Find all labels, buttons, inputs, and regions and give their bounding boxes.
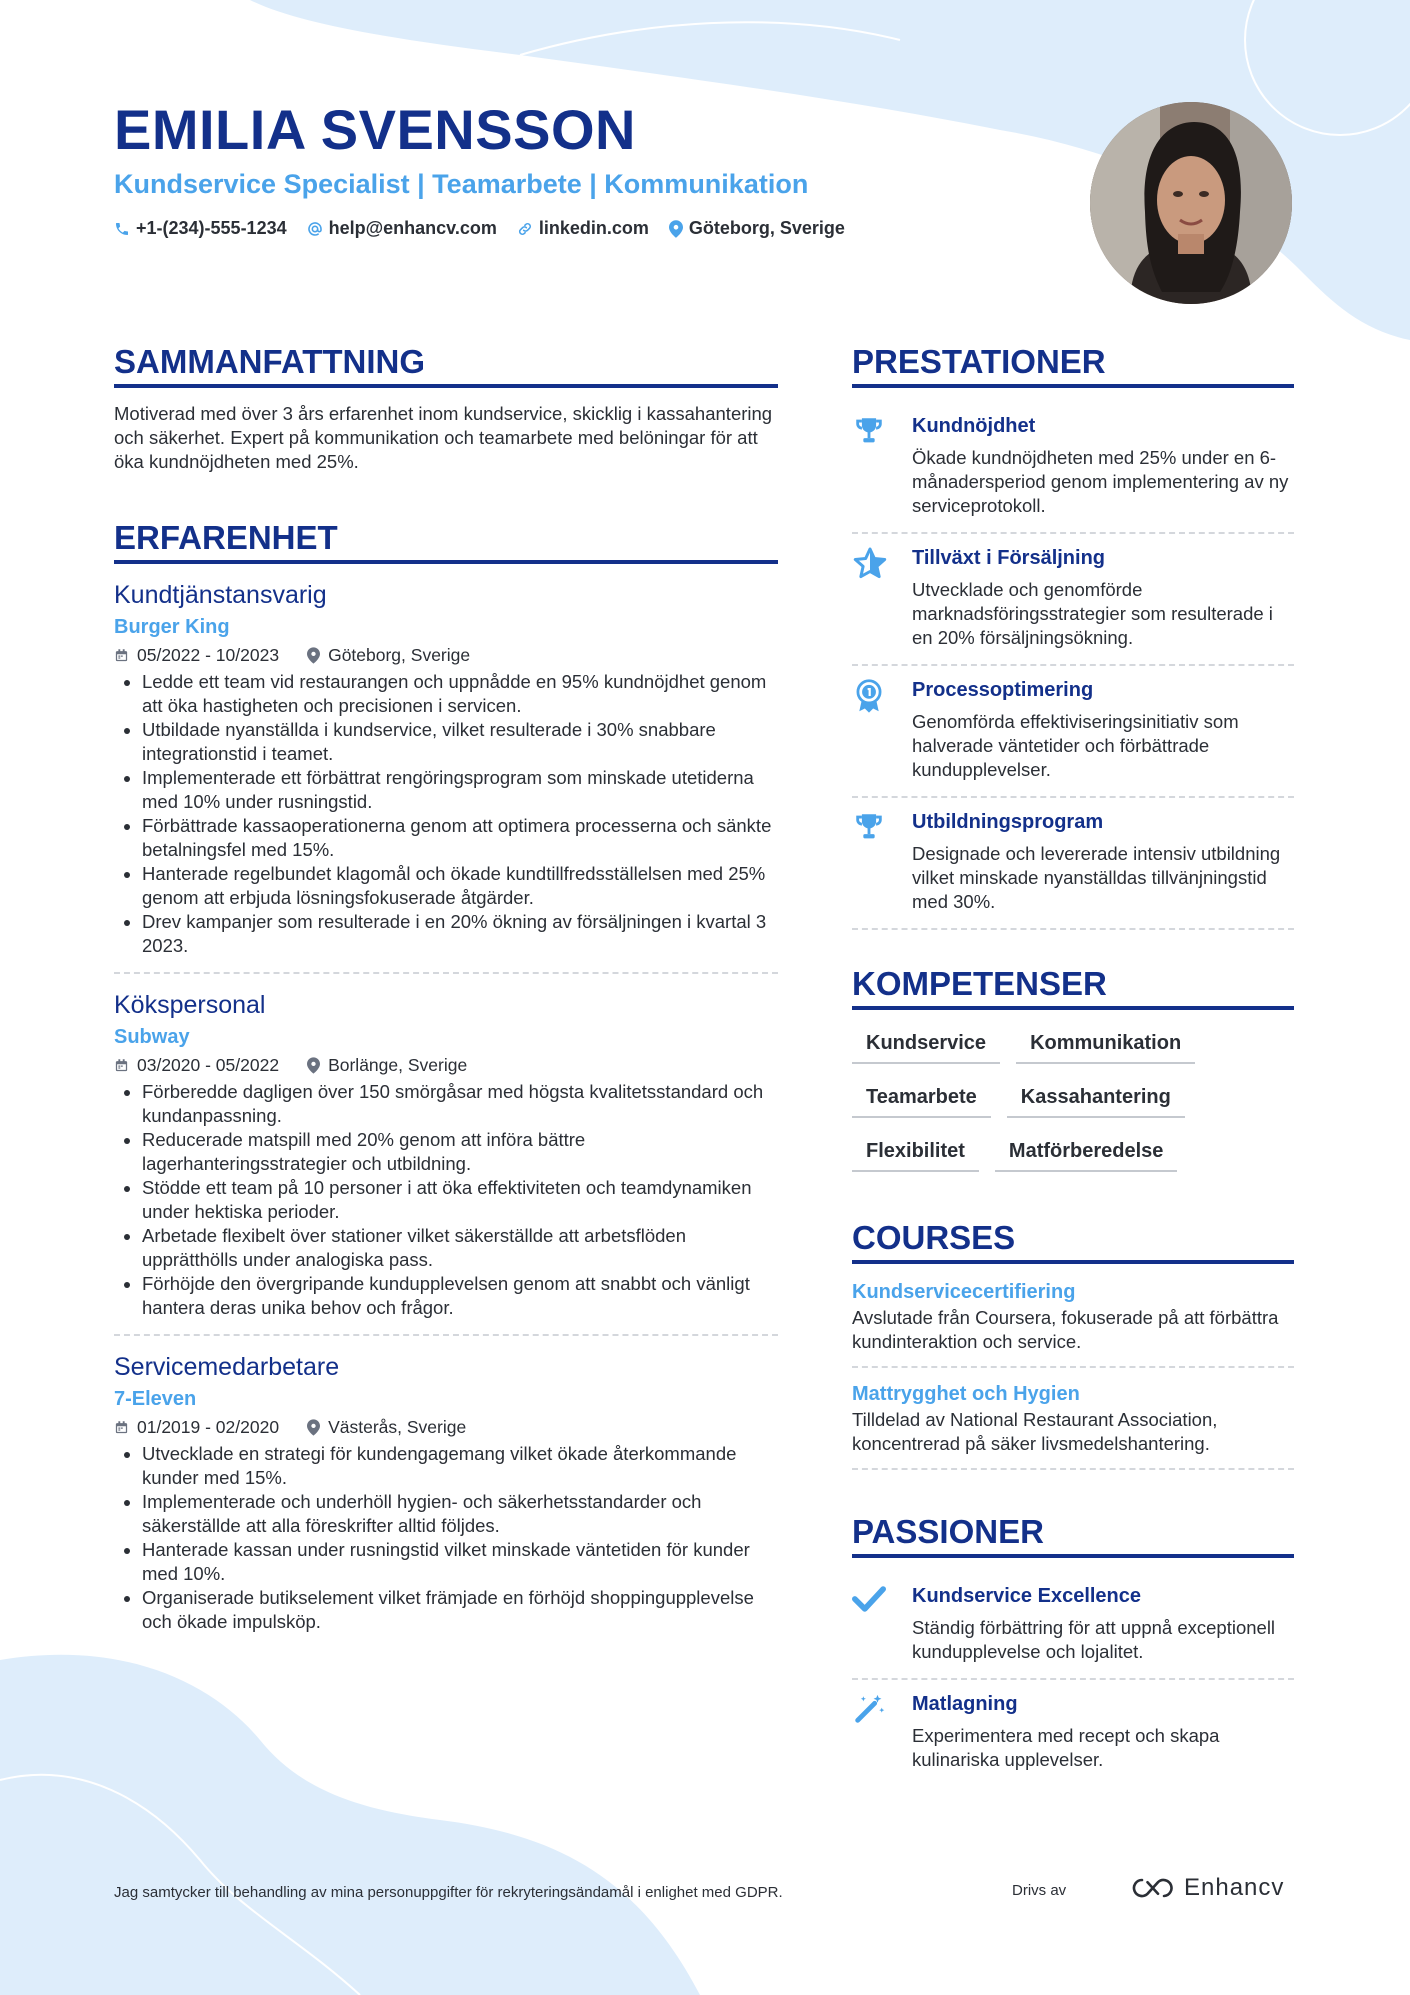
section-title-achievements: PRESTATIONER	[852, 342, 1294, 388]
section-title-summary: SAMMANFATTNING	[114, 342, 778, 388]
company-name: Subway	[114, 1026, 190, 1048]
course-desc: Avslutade från Coursera, fokuserade på att förbättra kundinteraktion och service.	[852, 1307, 1279, 1352]
job-bullet: • Arbetade flexibelt över stationer vilket säkerställde att arbetsflöden upprätthölls under analogiska pass.	[142, 1224, 778, 1272]
achievement-desc: Utvecklade och genomförde marknadsföringsstrategier som resulterade i en 20% försäljningsökning.	[912, 579, 1273, 648]
checkmark-icon	[852, 1582, 892, 1664]
job-bullet: • Förbättrade kassaoperationerna genom att optimera processerna och sänkte betalningsfel med 15%.	[142, 814, 778, 862]
job-location	[307, 1052, 467, 1078]
experience-item	[114, 578, 778, 974]
link-icon	[517, 221, 533, 237]
location-text: Göteborg, Sverige	[688, 218, 845, 238]
achievement-title: Utbildningsprogram	[912, 811, 1104, 833]
job-dates-text: 05/2022 - 10/2023	[137, 645, 280, 665]
section-title-passions: PASSIONER	[852, 1512, 1294, 1558]
contact-location	[669, 218, 845, 239]
job-location-text: Göteborg, Sverige	[328, 645, 471, 665]
course-item	[852, 1278, 1294, 1368]
job-location	[307, 642, 470, 668]
location-pin-icon	[307, 647, 320, 664]
skill-tag: Flexibilitet	[852, 1132, 979, 1172]
course-title: Kundservicecertifiering	[852, 1281, 1076, 1303]
candidate-name: EMILIA SVENSSON	[114, 98, 636, 161]
achievement-title: Processoptimering	[912, 679, 1094, 701]
profile-photo	[1090, 102, 1292, 304]
job-title: Kundtjänstansvarig	[114, 581, 327, 609]
location-pin-icon	[307, 1057, 320, 1074]
job-bullet: • Implementerade och underhöll hygien- och säkerhetsstandarder och säkerställde att alla föreskrifter alltid följdes.	[142, 1490, 778, 1538]
course-item	[852, 1380, 1294, 1470]
job-title: Servicemedarbetare	[114, 1353, 340, 1381]
job-location-text: Borlänge, Sverige	[328, 1055, 468, 1075]
job-bullet: • Utbildade nyanställda i kundservice, vilket resulterade i 30% snabbare integrationstid i teamet.	[142, 718, 778, 766]
job-bullet: • Organiserade butikselement vilket främjade en förhöjd shoppingupplevelse och ökade impulsköp.	[142, 1586, 778, 1634]
job-bullet: • Hanterade kassan under rusningstid vilket minskade väntetiden för kunder med 10%.	[142, 1538, 778, 1586]
section-title-skills: KOMPETENSER	[852, 964, 1294, 1010]
job-bullet: • Reducerade matspill med 20% genom att införa bättre lagerhanteringsstrategier och utbildning.	[142, 1128, 778, 1176]
contact-email[interactable]	[307, 218, 497, 239]
skill-tag: Teamarbete	[852, 1078, 991, 1118]
linkedin-text: linkedin.com	[538, 218, 649, 238]
section-title-experience: ERFARENHET	[114, 518, 778, 564]
skill-tag: Kundservice	[852, 1024, 1000, 1064]
achievement-desc: Designade och levererade intensiv utbildning vilket minskade nyanställdas tillvänjningstid med 30%.	[912, 843, 1281, 912]
skill-tag: Kommunikation	[1016, 1024, 1195, 1064]
job-location	[307, 1414, 466, 1440]
job-dates	[114, 1052, 279, 1078]
job-meta	[114, 642, 778, 668]
job-location-text: Västerås, Sverige	[328, 1417, 467, 1437]
phone-icon	[114, 221, 130, 237]
passion-desc: Experimentera med recept och skapa kulinariska upplevelser.	[912, 1725, 1220, 1770]
job-dates	[114, 1414, 279, 1440]
trophy-icon	[852, 808, 892, 914]
summary-text: Motiverad med över 3 års erfarenhet inom kundservice, skicklig i kassahantering och säkerhet. Expert på kommunikation och teamarbete med belöningar för att öka kundnöjdheten med 25%.	[114, 403, 773, 472]
course-title: Mattrygghet och Hygien	[852, 1383, 1080, 1405]
star-icon	[852, 544, 892, 650]
achievement-item	[852, 534, 1294, 666]
company-name: Burger King	[114, 616, 230, 638]
achievement-item	[852, 798, 1294, 930]
passion-desc: Ständig förbättring för att uppnå exceptionell kundupplevelse och lojalitet.	[912, 1617, 1276, 1662]
achievement-desc: Ökade kundnöjdheten med 25% under en 6-månadersperiod genom implementering av ny serviceprotokoll.	[912, 447, 1289, 516]
right-column	[852, 342, 1294, 1786]
at-sign-icon	[307, 221, 323, 237]
experience-item	[114, 1350, 778, 1648]
job-bullets	[114, 670, 778, 958]
location-pin-icon	[669, 220, 683, 238]
calendar-icon	[114, 1420, 129, 1435]
trophy-icon	[852, 412, 892, 518]
powered-by-label: Drivs av	[1012, 1882, 1067, 1899]
job-bullet: • Drev kampanjer som resulterade i en 20% ökning av försäljningen i kvartal 3 2023.	[142, 910, 778, 958]
section-title-courses: COURSES	[852, 1218, 1294, 1264]
job-bullet: • Stödde ett team på 10 personer i att öka effektiviteten och teamdynamiken under hektiska perioder.	[142, 1176, 778, 1224]
gdpr-consent: Jag samtycker till behandling av mina personuppgifter för rekryteringsändamål i enlighet med GDPR.	[114, 1884, 783, 1901]
brand-logo[interactable]	[1130, 1874, 1284, 1902]
passion-title: Kundservice Excellence	[912, 1585, 1142, 1607]
job-bullet: • Ledde ett team vid restaurangen och uppnådde en 95% kundnöjdhet genom att öka hastigheten och precisionen i servicen.	[142, 670, 778, 718]
job-bullet: • Förberedde dagligen över 150 smörgåsar med högsta kvalitetsstandard och kundanpassning.	[142, 1080, 778, 1128]
calendar-icon	[114, 648, 129, 663]
job-bullet: • Hanterade regelbundet klagomål och ökade kundtillfredsställelsen med 25% genom att erbjuda lösningsfokuserade åtgärder.	[142, 862, 778, 910]
achievement-item	[852, 402, 1294, 534]
job-dates	[114, 642, 279, 668]
contact-bar	[114, 218, 865, 239]
course-desc: Tilldelad av National Restaurant Association, koncentrerad på säker livsmedelshantering.	[852, 1409, 1218, 1454]
calendar-icon	[114, 1058, 129, 1073]
achievement-desc: Genomförda effektiviseringsinitiativ som halverade väntetider och förbättrade kundupplevelser.	[912, 711, 1239, 780]
skills-list	[852, 1024, 1294, 1186]
phone-text: +1-(234)-555-1234	[136, 218, 287, 238]
job-bullet: • Förhöjde den övergripande kundupplevelsen genom att snabbt och vänligt hantera deras unika behov och frågor.	[142, 1272, 778, 1320]
candidate-tagline: Kundservice Specialist | Teamarbete | Kommunikation	[114, 169, 809, 199]
brand-name: Enhancv	[1184, 1874, 1285, 1901]
achievement-title: Tillväxt i Försäljning	[912, 547, 1106, 569]
left-column	[114, 342, 778, 1662]
job-dates-text: 01/2019 - 02/2020	[137, 1417, 280, 1437]
job-meta	[114, 1414, 778, 1440]
skill-tag: Matförberedelse	[995, 1132, 1178, 1172]
job-bullet: • Implementerade ett förbättrat rengöringsprogram som minskade utetiderna med 10% under rusningstid.	[142, 766, 778, 814]
contact-linkedin[interactable]	[517, 218, 649, 239]
magic-wand-icon	[852, 1690, 892, 1772]
achievement-title: Kundnöjdhet	[912, 415, 1036, 437]
skill-tag: Kassahantering	[1007, 1078, 1185, 1118]
company-name: 7-Eleven	[114, 1388, 197, 1410]
job-bullet: • Utvecklade en strategi för kundengagemang vilket ökade återkommande kunder med 15%.	[142, 1442, 778, 1490]
achievement-item	[852, 666, 1294, 798]
email-text: help@enhancv.com	[328, 218, 497, 238]
enhancv-logo-icon	[1130, 1876, 1176, 1900]
contact-phone[interactable]	[114, 218, 287, 239]
job-bullets	[114, 1080, 778, 1320]
job-title: Kökspersonal	[114, 991, 266, 1019]
location-pin-icon	[307, 1419, 320, 1436]
experience-item	[114, 988, 778, 1336]
job-meta	[114, 1052, 778, 1078]
job-bullets	[114, 1442, 778, 1634]
job-dates-text: 03/2020 - 05/2022	[137, 1055, 280, 1075]
passion-item	[852, 1680, 1294, 1786]
passion-item	[852, 1572, 1294, 1680]
passion-title: Matlagning	[912, 1693, 1018, 1715]
award-ribbon-icon	[852, 676, 892, 782]
